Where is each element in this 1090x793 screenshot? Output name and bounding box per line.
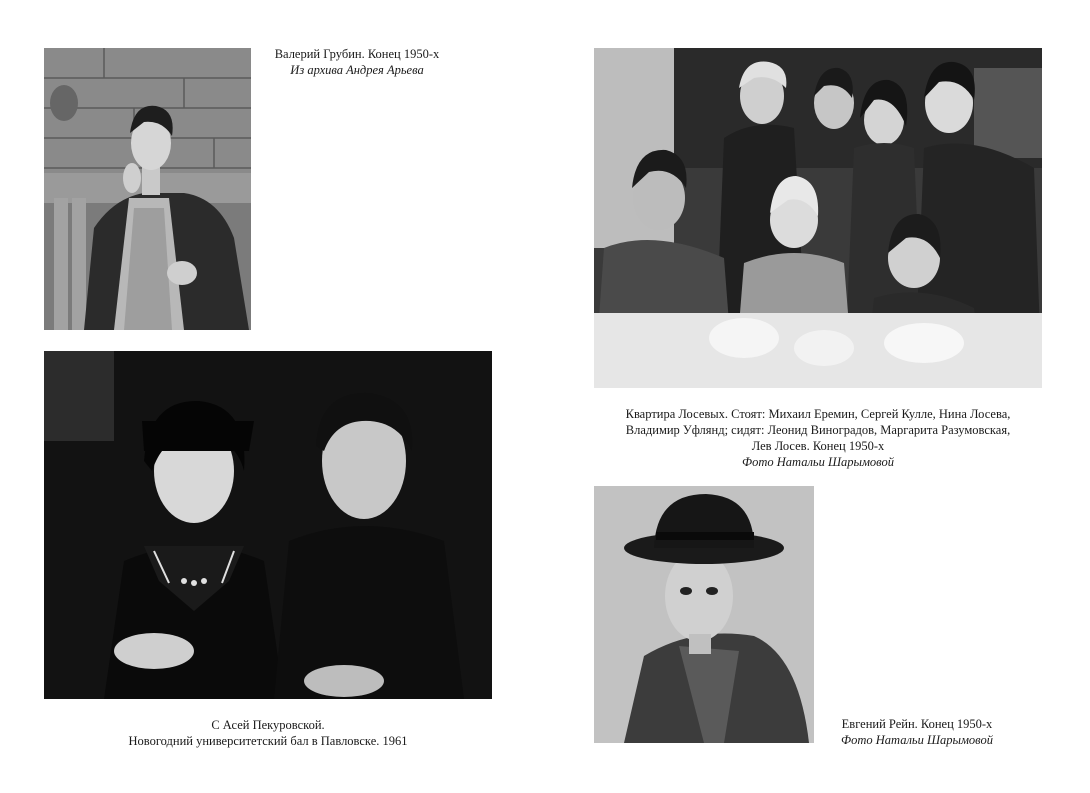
photo-valery-grubin — [44, 48, 251, 330]
caption-grubin — [262, 46, 452, 78]
caption-pekurovskaya — [44, 717, 492, 749]
photo-pekurovskaya-image — [44, 351, 492, 699]
photo-pekurovskaya — [44, 351, 492, 699]
caption-losev-apartment — [590, 406, 1046, 470]
caption-losev-line-2: Владимир Уфлянд; сидят: Леонид Виноградов, Маргарита Разумовская, — [625, 423, 1011, 437]
photo-rein-image — [594, 486, 814, 743]
photo-grubin-image — [44, 48, 251, 330]
caption-rein-title: Евгений Рейн. Конец 1950-х — [841, 717, 993, 731]
caption-grubin-title: Валерий Грубин. Конец 1950-х — [274, 47, 440, 61]
caption-pekurovskaya-line-1: С Асей Пекуровской. — [211, 718, 325, 732]
caption-grubin-credit: Из архива Андрея Арьева — [290, 63, 424, 77]
caption-rein — [822, 716, 1012, 748]
caption-rein-credit: Фото Натальи Шарымовой — [841, 733, 993, 747]
photo-losev-image — [594, 48, 1042, 388]
caption-losev-line-3: Лев Лосев. Конец 1950-х — [751, 439, 885, 453]
caption-losev-line-1: Квартира Лосевых. Стоят: Михаил Еремин, Сергей Кулле, Нина Лосева, — [625, 407, 1011, 421]
caption-pekurovskaya-line-2: Новогодний университетский бал в Павловске. 1961 — [128, 734, 408, 748]
photo-losev-apartment — [594, 48, 1042, 388]
photo-evgeny-rein — [594, 486, 814, 743]
caption-losev-credit: Фото Натальи Шарымовой — [742, 455, 894, 469]
